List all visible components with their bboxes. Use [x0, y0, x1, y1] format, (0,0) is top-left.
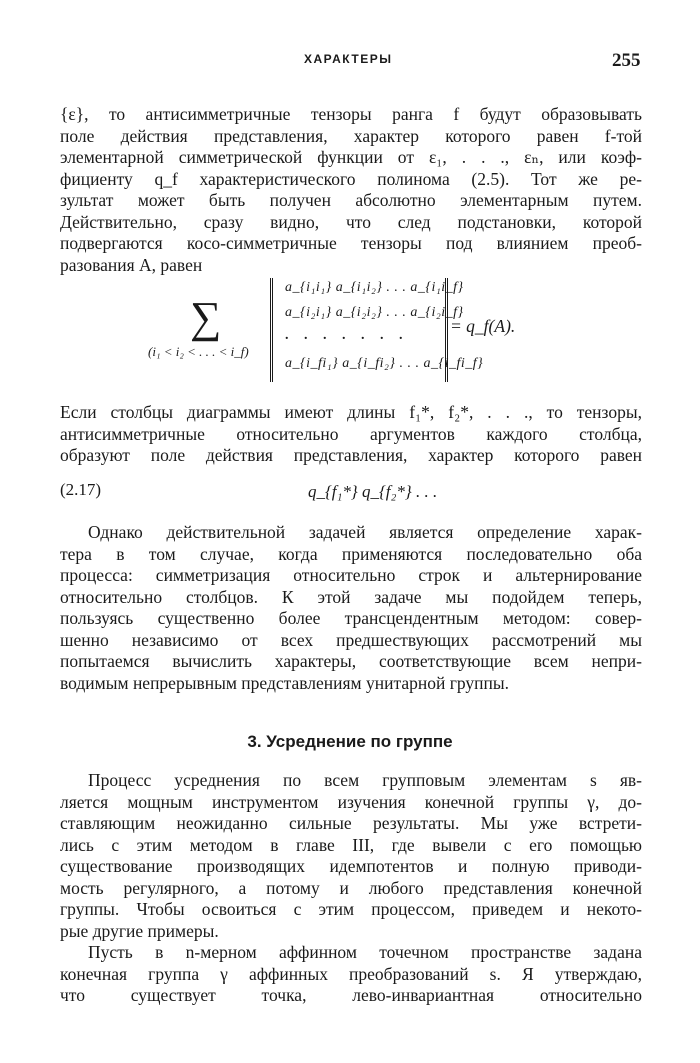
page-header [0, 52, 700, 76]
text-line: попытаемся вычислить характеры, соответствующие всем непри- [60, 651, 642, 671]
text-line: конечная группа γ аффинных преобразований s. Я утверждаю, [60, 963, 642, 984]
text-line: {ε}, то антисимметричные тензоры ранга f будут образовывать [60, 104, 642, 124]
determinant-formula [60, 278, 642, 388]
text-line: антисимметричные относительно аргументов каждого столбца, [60, 423, 642, 444]
page-number: 255 [612, 50, 641, 71]
text-line: элементарной симметрической функции от ε₁, . . ., εₙ, или коэф- [60, 147, 642, 167]
text-line: что существует точка, лево-инвариантная относительно [60, 985, 642, 1005]
text-line: Действительно, сразу видно, что след подстановки, которой [60, 211, 642, 232]
paragraph-2 [60, 402, 642, 467]
text-line: ставляющим неожиданно сильные результаты. Мы уже встрети- [60, 813, 642, 833]
equation-2-17 [60, 478, 642, 512]
text-line: относительно столбцов. К этой задаче мы подойдем теперь, [60, 586, 642, 607]
text-line: шенно независимо от всех предшествующих рассмотрений мы [60, 629, 642, 650]
text-line: водимым непрерывным представлениям унитарной группы. [60, 672, 510, 693]
text-line: Процесс усреднения по всем групповым элементам s яв- [88, 770, 642, 790]
text-line: рые другие примеры. [60, 920, 219, 941]
text-line: поле действия представления, характер которого равен f-той [60, 125, 642, 146]
paragraph-3 [60, 522, 642, 694]
text-line: образуют поле действия представления, характер которого равен [60, 445, 642, 465]
equation-expression: q_{f₁*} q_{f₂*} . . . [308, 482, 438, 501]
text-line: подвергаются косо-симметричные тензоры под влиянием преоб- [60, 233, 642, 253]
text-line: мость регулярного, а потому и любого представления конечной [60, 877, 642, 898]
text-line: Пусть в n-мерном аффинном точечном пространстве задана [88, 942, 642, 962]
determinant-row: . . . . . . . [285, 328, 409, 343]
text-line: пользуясь существенно более трансцендентным методом: совер- [60, 608, 642, 628]
text-line: тера в том случае, когда применяются последовательно оба [60, 543, 642, 564]
text-line: существование производящих идемпотентов и полную приводи- [60, 856, 642, 876]
determinant-row: a_{i₂i₁} a_{i₂i₂} . . . a_{i₂i_f} [285, 305, 464, 320]
text-line: фициенту q_f характеристического полинома (2.5). Тот же ре- [60, 168, 642, 189]
text-line: Однако действительной задачей является определение харак- [88, 522, 642, 542]
paragraph-1 [60, 104, 642, 276]
paragraph-5 [60, 942, 642, 1007]
text-line: ляется мощным инструментом изучения конечной группы γ, до- [60, 791, 642, 812]
running-title: ХАРАКТЕРЫ [304, 52, 393, 66]
text-line: Если столбцы диаграммы имеют длины f₁*, f₂*, . . ., то тензоры, [60, 402, 642, 422]
formula-result: = q_f(A). [450, 316, 516, 336]
text-line: группы. Чтобы освоиться с этим процессом, приведем и некото- [60, 899, 642, 919]
determinant-row: a_{i_fi₁} a_{i_fi₂} . . . a_{i_fi_f} [285, 356, 484, 371]
text-line: разования A, равен [60, 254, 203, 275]
text-line: зультат может быть получен абсолютно элементарным путем. [60, 190, 642, 210]
equation-label: (2.17) [60, 480, 102, 499]
sum-range: (i₁ < i₂ < . . . < i_f) [148, 344, 249, 359]
section-heading: 3. Усреднение по группе [247, 732, 453, 751]
text-line: процесса: симметризация относительно строк и альтернирование [60, 565, 642, 585]
determinant-row: a_{i₁i₁} a_{i₁i₂} . . . a_{i₁i_f} [285, 280, 464, 295]
text-line: лись с этим методом в главе III, где вывели с его помощью [60, 834, 642, 855]
sum-symbol: ∑ [190, 293, 222, 342]
paragraph-4 [60, 770, 642, 942]
